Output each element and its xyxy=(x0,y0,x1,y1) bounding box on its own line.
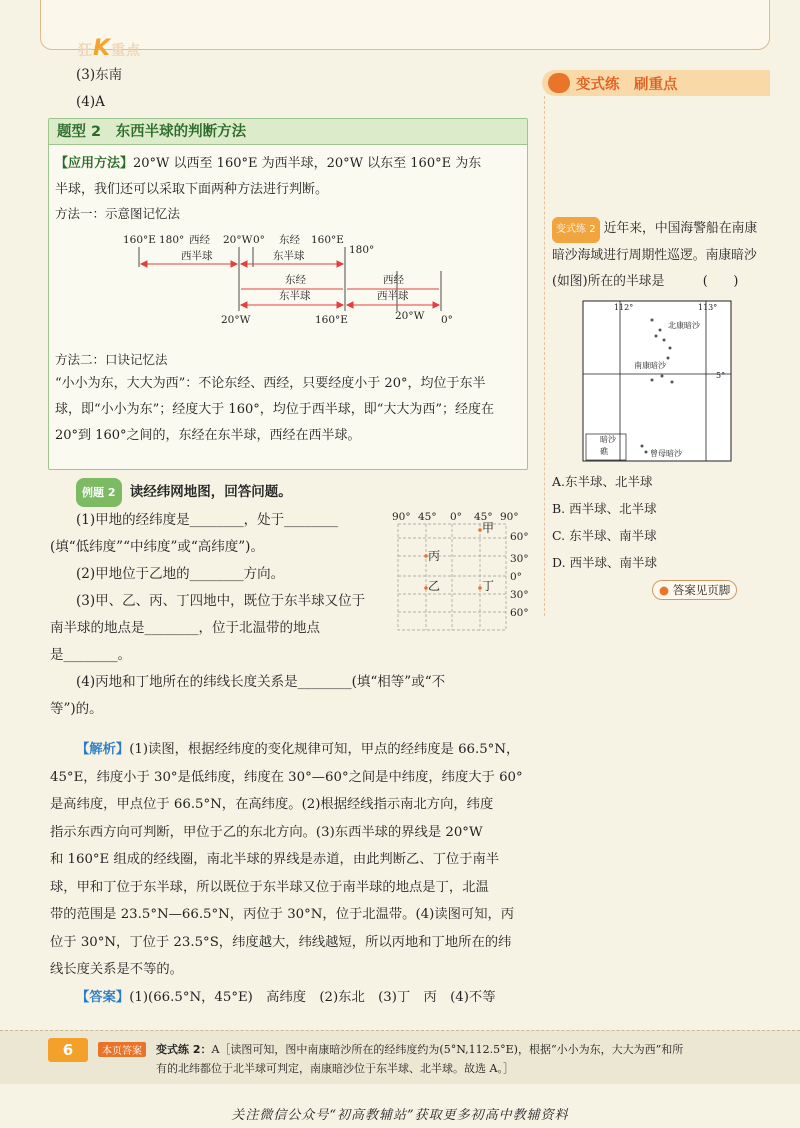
q4a: (4)丙地和丁地所在的纬线长度关系是________(填“相等”或“不 xyxy=(76,674,446,690)
options-list xyxy=(552,468,657,576)
d-20w-1: 20°W xyxy=(223,234,253,246)
d-180-b: 180° xyxy=(349,244,375,256)
variant-header-title: 变式练 刷重点 xyxy=(576,77,678,93)
answer-line: 【答案】(1)(66.5°N，45°E) 高纬度 (2)东北 (3)丁 丙 (4)不等 xyxy=(76,989,496,1005)
d-180: 180° xyxy=(159,234,185,246)
method2-line-2: 球，即“小小为东”；经度大于 160°，均位于西半球，即“大大为西”；经度在 xyxy=(55,402,495,417)
d-xijing-1: 西经 xyxy=(189,234,210,246)
q1a: (1)甲地的经纬度是________，处于________ xyxy=(76,512,339,528)
method2-label: 方法二：口诀记忆法 xyxy=(55,352,168,367)
d-dongbanqiu-1: 东半球 xyxy=(273,250,305,262)
svg-text:30°: 30° xyxy=(510,553,529,565)
svg-text:112°: 112° xyxy=(614,303,634,312)
d-20w-2: 20°W xyxy=(221,314,251,326)
d-20w-3: 20°W xyxy=(395,310,425,322)
d-dongbanqiu-2: 东半球 xyxy=(279,290,311,302)
q3a: (3)甲、乙、丙、丁四地中，既位于东半球又位于 xyxy=(76,593,366,609)
d-160e-left: 160°E xyxy=(123,234,156,246)
prev-answer-3: (3)东南 xyxy=(76,67,123,83)
type2-intro-1: 【应用方法】20°W 以西至 160°E 为西半球，20°W 以东至 160°E 为东 xyxy=(55,156,482,171)
svg-text:45°: 45° xyxy=(418,511,437,523)
svg-text:乙: 乙 xyxy=(428,579,441,593)
svg-text:60°: 60° xyxy=(510,531,529,543)
variant-tag: 变式练 2 xyxy=(552,217,600,243)
q4b: 等”)的。 xyxy=(50,701,103,717)
svg-text:甲: 甲 xyxy=(482,521,495,535)
variant-badge-icon xyxy=(548,73,570,93)
q3c: 是________。 xyxy=(50,647,131,663)
method1-label: 方法一：示意图记忆法 xyxy=(55,206,181,221)
page-header-frame xyxy=(40,0,770,50)
analysis xyxy=(50,736,528,1011)
variant2-line-3: (如图)所在的半球是 ( ) xyxy=(552,274,739,289)
footer-answer-tag: 本页答案 xyxy=(98,1042,146,1057)
svg-text:0°: 0° xyxy=(510,571,522,583)
page-number: 6 xyxy=(48,1038,88,1062)
method2-line-1: “小小为东，大大为西”：不论东经、西经，只要经度小于 20°，均位于东半 xyxy=(55,376,486,391)
q2: (2)甲地位于乙地的________方向。 xyxy=(76,566,285,582)
hemisphere-diagram xyxy=(119,231,459,331)
answer-footnote-badge: ● 答案见页脚 xyxy=(652,580,737,600)
d-xibanqiu-2: 西半球 xyxy=(377,290,409,302)
nankang-map xyxy=(582,300,732,462)
option-b: B. 西半球、北半球 xyxy=(552,501,657,516)
analysis-line-3: 是高纬度，甲点位于 66.5°N，在高纬度。(2)根据经线指示南北方向，纬度 xyxy=(50,797,494,812)
svg-text:45°: 45° xyxy=(474,511,493,523)
svg-text:丁: 丁 xyxy=(482,579,495,593)
option-d: D. 西半球、南半球 xyxy=(552,555,658,570)
analysis-line-1: 【解析】(1)读图，根据经纬度的变化规律可知，甲点的经纬度是 66.5°N， xyxy=(76,742,520,757)
method2-line-3: 20°到 160°之间的，东经在东半球，西经在西半球。 xyxy=(55,428,361,443)
svg-text:北康暗沙: 北康暗沙 xyxy=(668,321,700,330)
lat-lon-grid xyxy=(390,508,536,634)
analysis-line-7: 带的范围是 23.5°N—66.5°N，丙位于 30°N，位于北温带。(4)读图可知，丙 xyxy=(50,907,515,922)
analysis-line-9: 线长度关系是不等的。 xyxy=(50,962,183,977)
option-a: A.东半球、北半球 xyxy=(552,474,653,489)
example-tag: 例题 2 xyxy=(76,478,122,507)
option-c: C. 东半球、南半球 xyxy=(552,528,657,543)
q3b: 南半球的地点是________，位于北温带的地点 xyxy=(50,620,320,636)
svg-text:30°: 30° xyxy=(510,589,529,601)
svg-text:5°: 5° xyxy=(716,371,726,380)
analysis-line-6: 球，甲和丁位于东半球，所以既位于东半球又位于南半球的地点是丁，北温 xyxy=(50,879,489,895)
prev-answer-4: (4)A xyxy=(76,94,105,110)
svg-text:南康暗沙: 南康暗沙 xyxy=(634,361,666,370)
svg-text:60°: 60° xyxy=(510,607,529,619)
svg-text:113°: 113° xyxy=(698,303,718,312)
analysis-line-5: 和 160°E 组成的经线圈，南北半球的界线是赤道，由此判断乙、丁位于南半 xyxy=(50,852,500,867)
svg-text:90°: 90° xyxy=(500,511,519,523)
d-xijing-2: 西经 xyxy=(383,274,404,286)
example2-title-row xyxy=(50,478,530,507)
svg-text:礁: 礁 xyxy=(600,447,608,456)
d-160e-1: 160°E xyxy=(311,234,344,246)
d-dongjing-2: 东经 xyxy=(285,274,306,286)
previous-answers xyxy=(50,62,530,116)
svg-text:曾母暗沙: 曾母暗沙 xyxy=(650,449,682,458)
promo-line: 关注微信公众号“初高教辅站”获取更多初高中教辅资料 xyxy=(231,1108,569,1123)
type2-intro-2: 半球，我们还可以采取下面两种方法进行判断。 xyxy=(55,182,329,197)
type2-box xyxy=(48,118,528,470)
d-0-1: 0° xyxy=(253,234,265,246)
svg-text:丙: 丙 xyxy=(428,549,441,563)
d-xibanqiu-1: 西半球 xyxy=(181,250,213,262)
d-160e-2: 160°E xyxy=(315,314,348,326)
svg-text:0°: 0° xyxy=(450,511,462,523)
analysis-line-2: 45°E，纬度小于 30°是低纬度，纬度在 30°—60°之间是中纬度，纬度大于 60° xyxy=(50,769,523,785)
analysis-line-8: 位于 30°N，丁位于 23.5°S，纬度越大，纬线越短，所以丙地和丁地所在的纬 xyxy=(50,934,512,950)
variant2-line-1: 变式练 2 近年来，中国海警船在南康 xyxy=(552,216,762,243)
variant-header-bar xyxy=(542,70,770,96)
svg-text:暗沙: 暗沙 xyxy=(600,435,616,444)
d-0-2: 0° xyxy=(441,314,453,326)
svg-text:90°: 90° xyxy=(392,511,411,523)
brand-logo: 狂K重点 xyxy=(78,36,142,61)
analysis-line-4: 指示东西方向可判断，甲位于乙的东北方向。(3)东西半球的界线是 20°W xyxy=(50,824,483,840)
pin-icon: ● xyxy=(659,583,670,597)
q1b: (填“低纬度”“中纬度”或“高纬度”)。 xyxy=(50,539,264,555)
type2-title: 题型 2 东西半球的判断方法 xyxy=(49,119,527,145)
footer-answer-text: 变式练 2：A［读图可知，图中南康暗沙所在的经纬度约为(5°N,112.5°E)，根据“小小为东，大大为西”和所 有的北纬都位于北半球可判定，南康暗沙位于东半球、北半球。故选 A。］ xyxy=(156,1043,684,1075)
d-dongjing-1: 东经 xyxy=(279,234,300,246)
variant2-line-2: 暗沙海域进行周期性巡逻。南康暗沙 xyxy=(552,248,757,263)
variant2-question xyxy=(552,216,762,295)
example2-title: 读经纬网地图，回答问题。 xyxy=(129,484,292,500)
